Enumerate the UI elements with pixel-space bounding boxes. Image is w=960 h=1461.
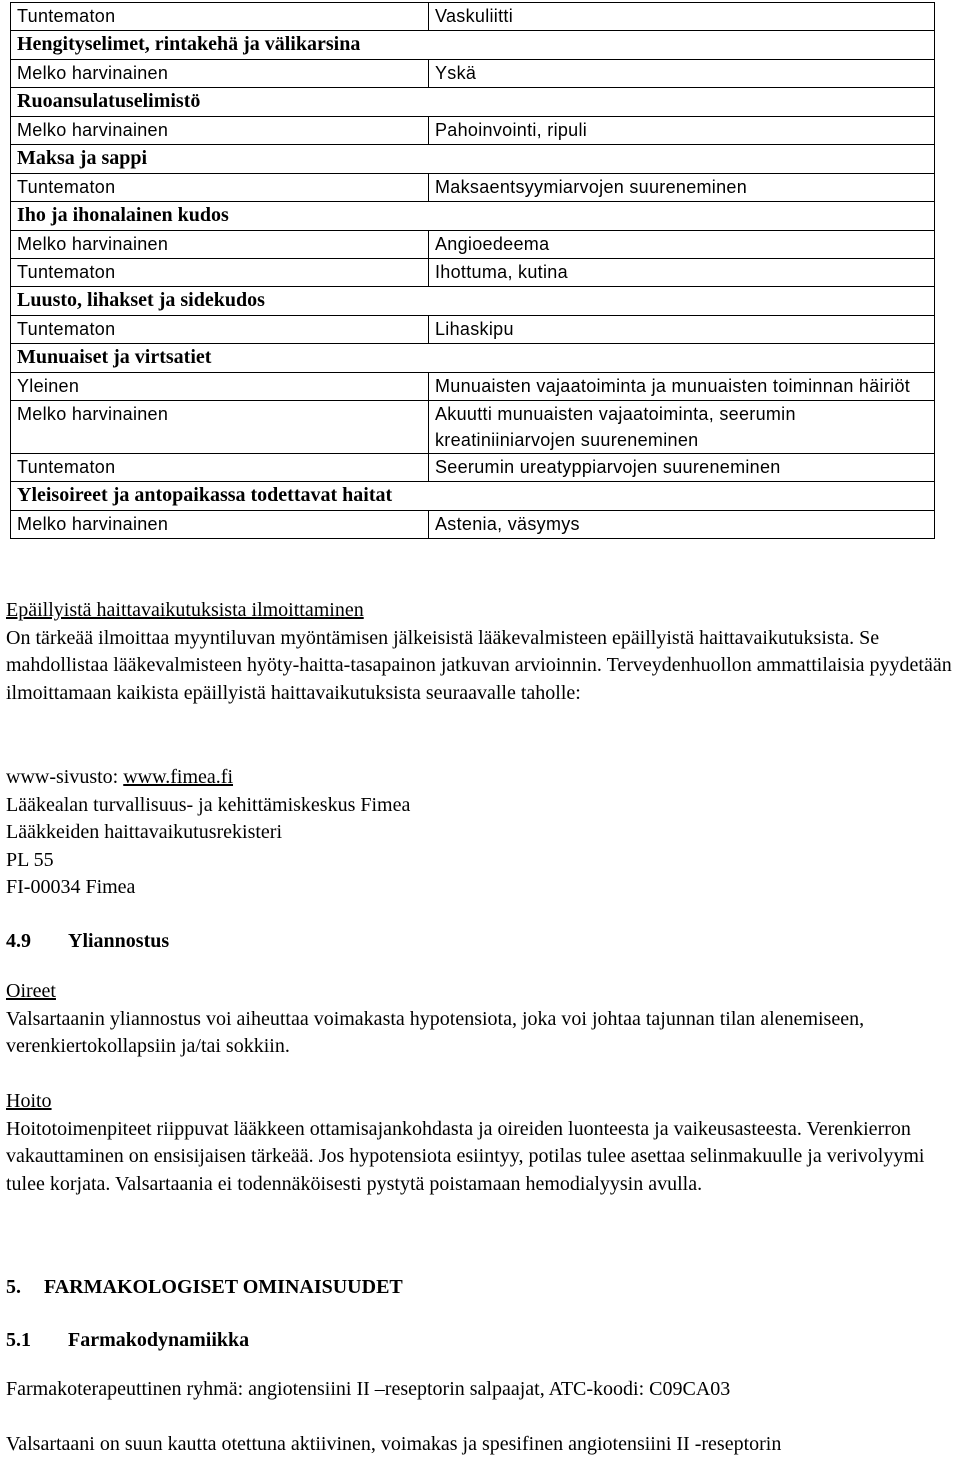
frequency-cell: Melko harvinainen (11, 117, 429, 145)
frequency-row (11, 511, 935, 539)
symptoms-section (6, 978, 956, 1061)
organ-system-row (11, 145, 935, 174)
adverse-effect-cell: Vaskuliitti (429, 3, 935, 31)
frequency-cell: Melko harvinainen (11, 231, 429, 259)
organ-system-label: Luusto, lihakset ja sidekudos (11, 287, 935, 316)
address-line-1: Lääkealan turvallisuus- ja kehittämiskeskus Fimea (6, 793, 411, 816)
treatment-text: Hoitotoimenpiteet riippuvat lääkkeen ottamisajankohdasta ja oireiden luonteesta ja vaikeusasteesta. Verenkierron vakauttaminen on ensisijaisen tärkeää. Jos hypotensiota esiintyy, potilas tulee asettaa selinmakuulle ja verivolyymi tulee korjata. Valsartaania ei todennäköisesti pystytä poistamaan hemodialyysin avulla. (6, 1117, 925, 1195)
frequency-row (11, 401, 935, 454)
adverse-effects-table (10, 2, 935, 539)
frequency-cell: Tuntematon (11, 316, 429, 344)
treatment-heading: Hoito (6, 1090, 52, 1112)
overdose-title: Yliannostus (68, 930, 170, 952)
address-line-4: FI-00034 Fimea (6, 876, 136, 898)
adverse-effect-cell: Angioedeema (429, 231, 935, 259)
reporting-contact (6, 764, 956, 902)
adverse-effect-cell: Maksaentsyymiarvojen suureneminen (429, 174, 935, 202)
frequency-row (11, 117, 935, 145)
adverse-effect-cell: Lihaskipu (429, 316, 935, 344)
section51-title: Farmakodynamiikka (68, 1329, 250, 1351)
organ-system-row (11, 202, 935, 231)
section5-title: FARMAKOLOGISET OMINAISUUDET (44, 1276, 403, 1298)
adverse-effect-cell: Yskä (429, 60, 935, 88)
organ-system-row (11, 287, 935, 316)
frequency-row (11, 174, 935, 202)
organ-system-label: Yleisoireet ja antopaikassa todettavat haitat (11, 482, 935, 511)
frequency-row (11, 316, 935, 344)
frequency-cell: Yleinen (11, 373, 429, 401)
organ-system-row (11, 88, 935, 117)
frequency-row (11, 259, 935, 287)
address-line-3: PL 55 (6, 848, 54, 871)
organ-system-row (11, 344, 935, 373)
organ-system-label: Ruoansulatuselimistö (11, 88, 935, 117)
reporting-section (6, 597, 956, 707)
frequency-row (11, 454, 935, 482)
frequency-cell: Melko harvinainen (11, 60, 429, 88)
address-line-2: Lääkkeiden haittavaikutusrekisteri (6, 821, 283, 843)
frequency-cell: Melko harvinainen (11, 511, 429, 539)
frequency-row (11, 60, 935, 88)
reporting-heading: Epäillyistä haittavaikutuksista ilmoittaminen (6, 599, 364, 621)
valsartan-description: Valsartaani on suun kautta otettuna aktiivinen, voimakas ja spesifinen angiotensiini II -reseptorin (6, 1433, 782, 1455)
adverse-effect-cell: Akuutti munuaisten vajaatoiminta, seerumin kreatiniiniarvojen suureneminen (429, 401, 935, 454)
frequency-cell: Tuntematon (11, 454, 429, 482)
frequency-cell: Tuntematon (11, 259, 429, 287)
frequency-row (11, 231, 935, 259)
adverse-effect-cell: Pahoinvointi, ripuli (429, 117, 935, 145)
treatment-section (6, 1088, 956, 1198)
frequency-cell: Tuntematon (11, 3, 429, 31)
frequency-cell: Melko harvinainen (11, 401, 429, 454)
organ-system-label: Iho ja ihonalainen kudos (11, 202, 935, 231)
reporting-paragraph: On tärkeää ilmoittaa myyntiluvan myöntämisen jälkeisistä lääkevalmisteen epäillyistä haittavaikutuksista. Se mahdollistaa lääkevalmisteen hyöty-haitta-tasapainon jatkuvan arvioinnin. Terveydenhuollon ammattilaisia pyydetään ilmoittamaan kaikista epäillyistä haittavaikutuksista seuraavalle taholle: (6, 626, 952, 704)
pharmacotherapeutic-group: Farmakoterapeuttinen ryhmä: angiotensiini II –reseptorin salpaajat, ATC-koodi: C09CA03 (6, 1378, 731, 1400)
adverse-effects-table-body (11, 3, 935, 539)
frequency-cell: Tuntematon (11, 174, 429, 202)
organ-system-row (11, 31, 935, 60)
adverse-effect-cell: Munuaisten vajaatoiminta ja munuaisten toiminnan häiriöt (429, 373, 935, 401)
symptoms-text: Valsartaanin yliannostus voi aiheuttaa voimakasta hypotensiota, joka voi johtaa tajunnan tilan alenemiseen, verenkiertokollapsiin ja/tai sokkiin. (6, 1007, 865, 1057)
organ-system-label: Maksa ja sappi (11, 145, 935, 174)
organ-system-label: Munuaiset ja virtsatiet (11, 344, 935, 373)
section5-heading (6, 1274, 956, 1302)
symptoms-heading: Oireet (6, 980, 56, 1002)
fimea-link[interactable]: www.fimea.fi (123, 766, 234, 788)
organ-system-label: Hengityselimet, rintakehä ja välikarsina (11, 31, 935, 60)
adverse-effect-cell: Seerumin ureatyppiarvojen suureneminen (429, 454, 935, 482)
section51-number: 5.1 (6, 1329, 31, 1351)
overdose-number: 4.9 (6, 930, 31, 952)
frequency-row (11, 3, 935, 31)
adverse-effect-cell: Astenia, väsymys (429, 511, 935, 539)
adverse-effect-cell: Ihottuma, kutina (429, 259, 935, 287)
section5-number: 5. (6, 1276, 21, 1298)
frequency-row (11, 373, 935, 401)
overdose-heading (6, 928, 956, 956)
section51-heading (6, 1327, 956, 1355)
web-line (6, 764, 956, 792)
organ-system-row (11, 482, 935, 511)
web-prefix: www-sivusto: (6, 766, 124, 788)
